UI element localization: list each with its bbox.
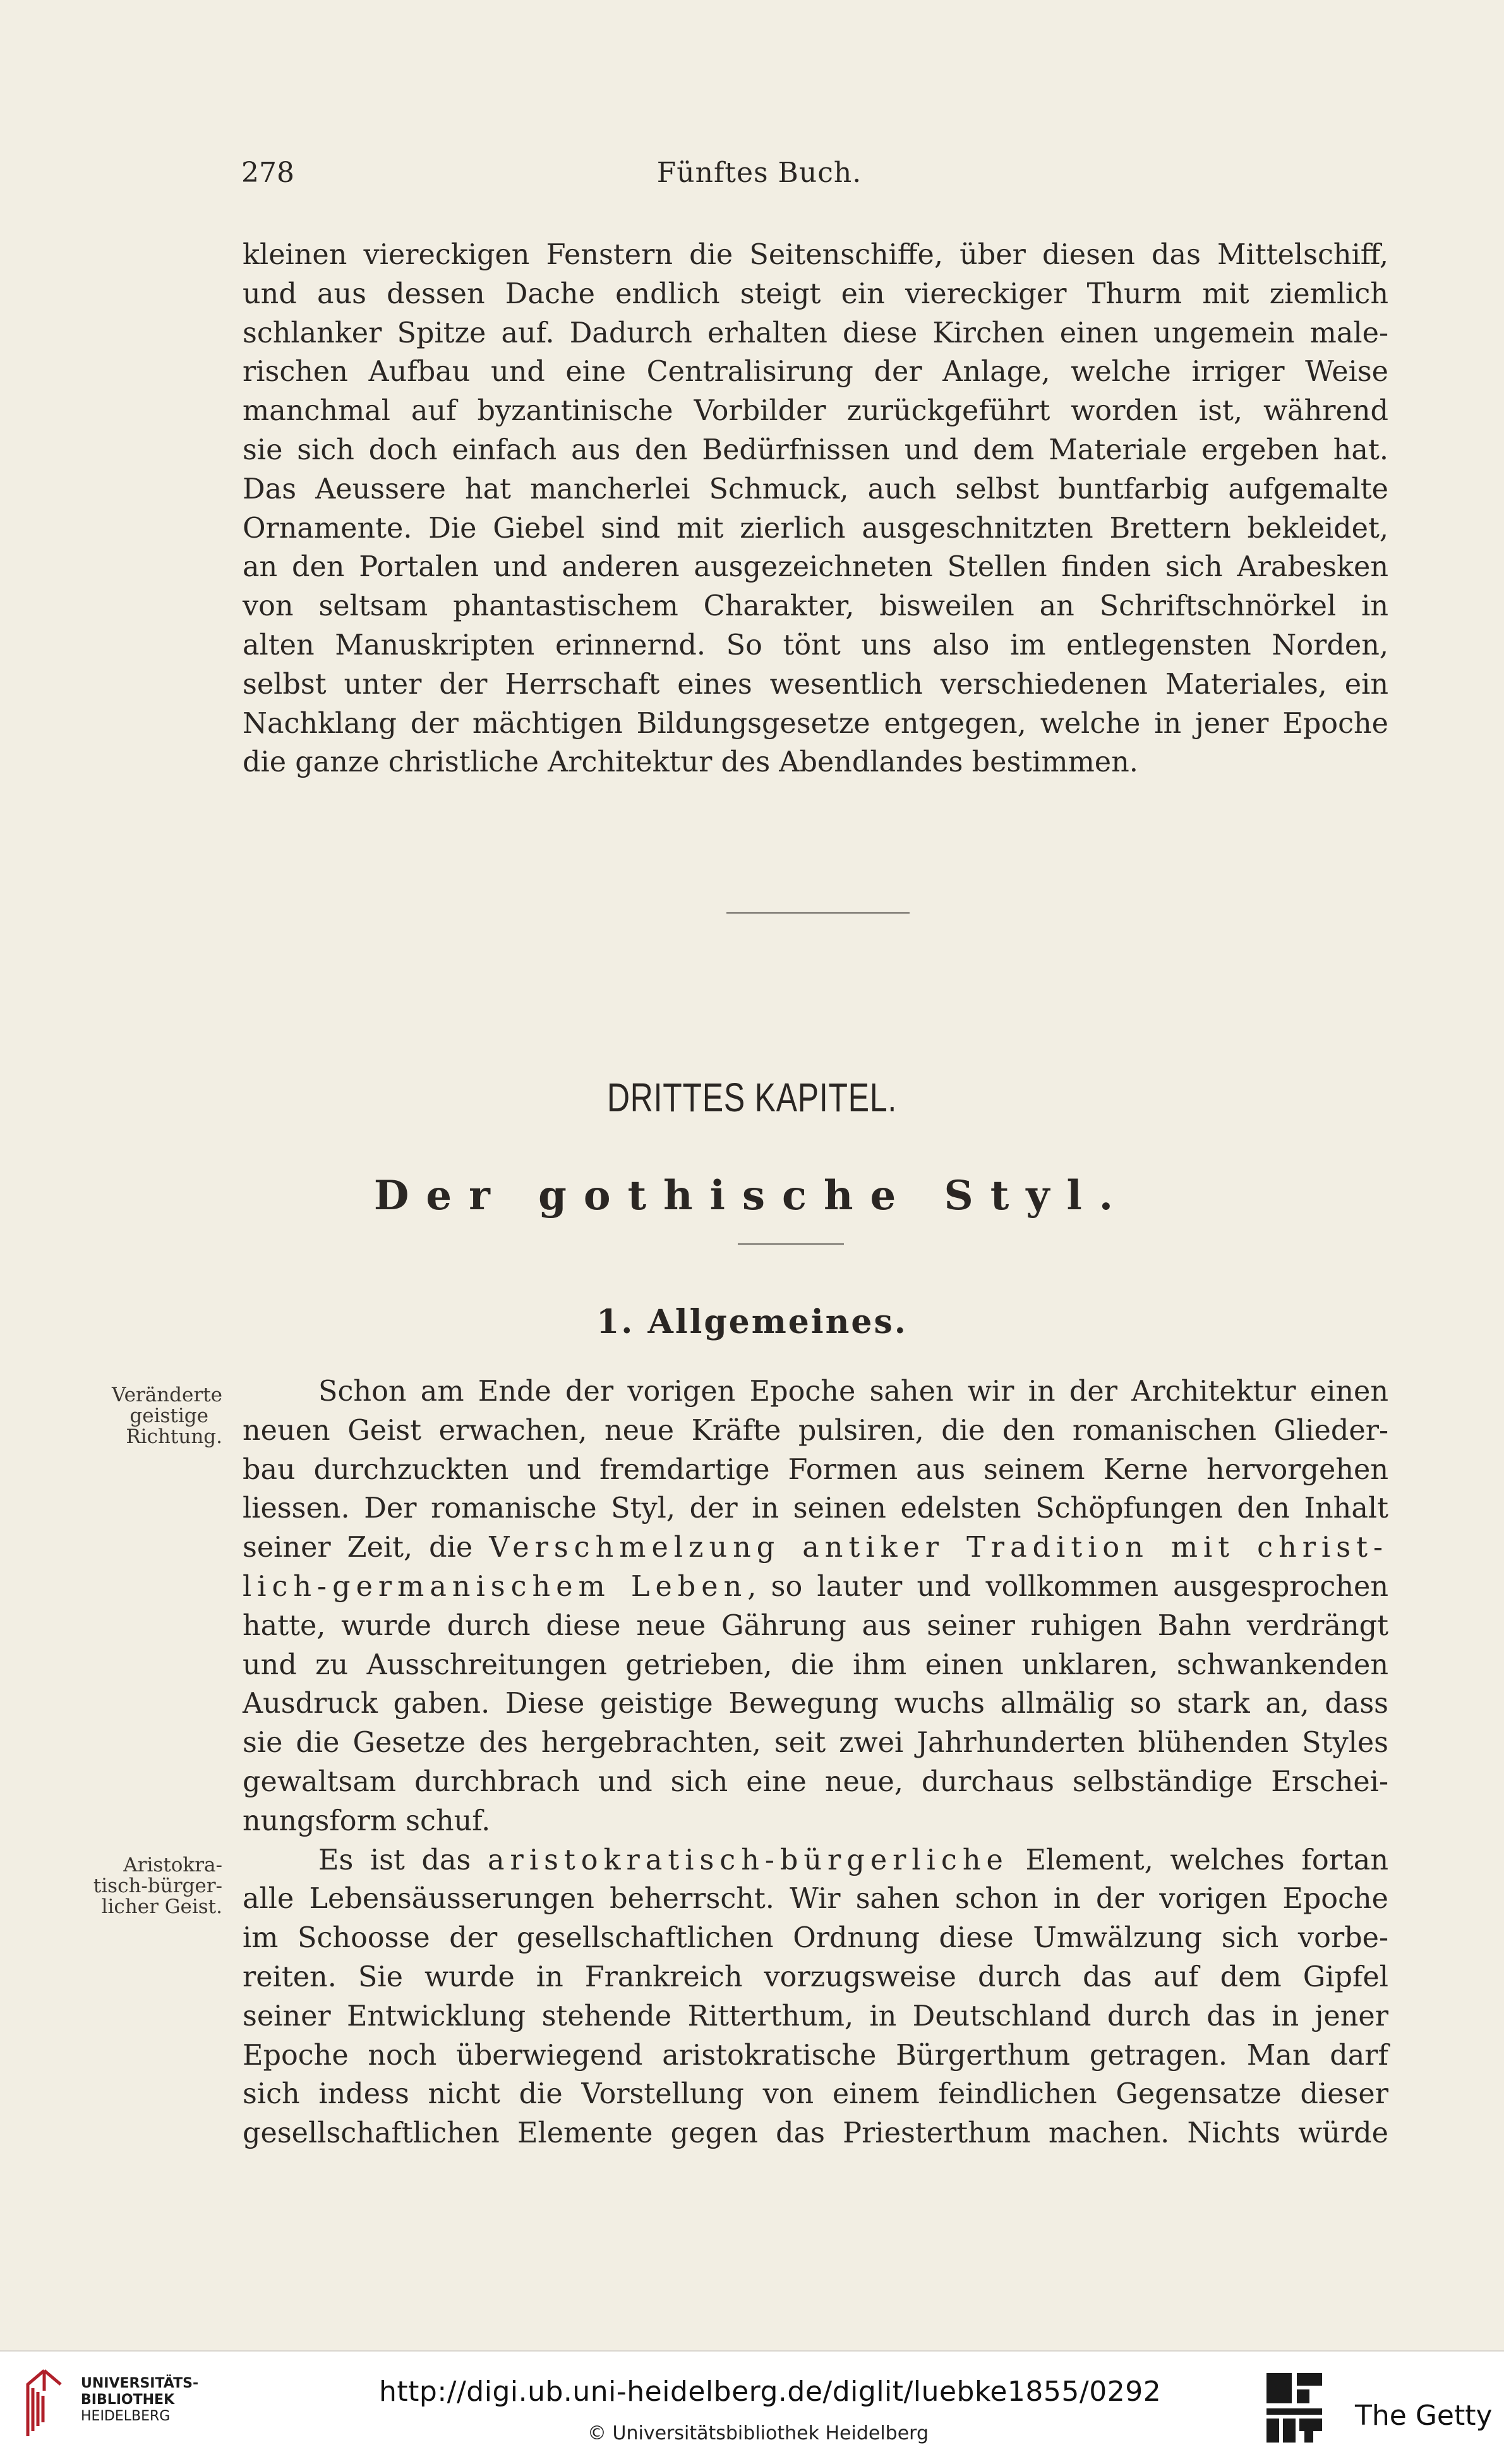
title-divider <box>738 1243 844 1245</box>
text-line: gesellschaftlichen Elemente gegen das Priesterthum machen. Nichts würde <box>243 2117 1388 2150</box>
text-line: von seltsam phantastischem Charakter, bisweilen an Schriftschnörkel in <box>243 590 1388 623</box>
margin-note-line: Veränderte <box>112 1384 222 1406</box>
running-title: Fünftes Buch. <box>656 157 862 189</box>
section-heading: 1. Allgemeines. <box>596 1303 908 1341</box>
text-line: und aus dessen Dache endlich steigt ein viereckiger Thurm mit ziemlich <box>243 277 1388 310</box>
margin-note-veraenderte-richtung <box>88 1385 222 1447</box>
text-line: manchmal auf byzantinische Vorbilder zurückgeführt worden ist, während <box>243 395 1388 428</box>
text-line: seiner Entwicklung stehende Ritterthum, in Deutschland durch das in jener <box>243 2000 1388 2032</box>
text-line <box>243 1567 1388 1607</box>
text-line: hatte, wurde durch diese neue Gährung aus seiner ruhigen Bahn verdrängt <box>243 1609 1388 1642</box>
text-line: kleinen viereckigen Fenstern die Seitenschiffe, über diesen das Mittelschiff, <box>243 239 1388 271</box>
section-divider <box>726 912 910 914</box>
chapter-title: DRITTES KAPITEL. <box>606 1075 898 1120</box>
paragraph-1 <box>243 236 1388 782</box>
text-line: nungsform schuf. <box>243 1804 491 1837</box>
text-line: an den Portalen und anderen ausgezeichneten Stellen finden sich Arabesken <box>243 551 1388 584</box>
text-line: Schon am Ende der vorigen Epoche sahen wir in der Architektur einen <box>318 1375 1388 1408</box>
page-header <box>241 157 1391 201</box>
page-number: 278 <box>241 157 294 189</box>
text-line <box>243 1528 1388 1567</box>
text-line: alten Manuskripten erinnernd. So tönt uns also im entlegensten Norden, <box>243 629 1388 661</box>
text-line: Das Aeussere hat mancherlei Schmuck, auch selbst buntfarbig aufgemalte <box>243 473 1388 505</box>
university-library-logo-icon <box>19 2365 69 2441</box>
emphasis-text: aristokratisch-bürgerliche <box>488 1844 1009 1876</box>
source-url-link[interactable]: http://digi.ub.uni-heidelberg.de/diglit/luebke1855/0292 <box>379 2376 1162 2408</box>
text-line: gewaltsam durchbrach und sich eine neue, durchaus selbständige Erschei- <box>243 1765 1388 1798</box>
paragraph-2 <box>243 1372 1388 2153</box>
text-run: Es ist das <box>318 1844 488 1876</box>
getty-logo-icon <box>1260 2368 1330 2447</box>
text-line: die ganze christliche Architektur des Abendlandes bestimmen. <box>243 746 1138 779</box>
margin-note-aristokratisch <box>76 1855 222 1917</box>
text-line: schlanker Spitze auf. Dadurch erhalten diese Kirchen einen ungemein male- <box>243 317 1388 349</box>
text-line: Epoche noch überwiegend aristokratische Bürgerthum getragen. Man darf <box>243 2039 1388 2072</box>
text-line: rischen Aufbau und eine Centralisirung der Anlage, welche irriger Weise <box>243 356 1388 389</box>
text-line: liessen. Der romanische Styl, der in seinen edelsten Schöpfungen den Inhalt <box>243 1492 1388 1525</box>
chapter-subtitle: Der gothische Styl. <box>373 1172 1131 1219</box>
library-name-line: BIBLIOTHEK <box>81 2392 175 2408</box>
margin-note-line: Richtung. <box>126 1425 222 1448</box>
margin-note-line: licher Geist. <box>101 1895 222 1918</box>
copyright-notice: © Universitätsbibliothek Heidelberg <box>587 2422 929 2444</box>
margin-note-line: geistige <box>129 1404 208 1427</box>
library-name <box>81 2376 198 2425</box>
text-line <box>243 1841 1388 1880</box>
text-run: Element, welches fortan <box>1008 1844 1388 1876</box>
text-line: Ornamente. Die Giebel sind mit zierlich ausgeschnitzten Brettern bekleidet, <box>243 512 1388 545</box>
text-run: seiner Zeit, die <box>243 1531 490 1564</box>
text-line: sich indess nicht die Vorstellung von einem feindlichen Gegensatze dieser <box>243 2078 1388 2111</box>
text-line: im Schoosse der gesellschaftlichen Ordnung diese Umwälzung sich vorbe- <box>243 1922 1388 1955</box>
emphasis-text: lich-germanischem Leben <box>243 1570 748 1603</box>
footer-bar <box>0 2350 1504 2464</box>
text-line: und zu Ausschreitungen getrieben, die ihm einen unklaren, schwankenden <box>243 1648 1388 1681</box>
text-line: Ausdruck gaben. Diese geistige Bewegung wuchs allmälig so stark an, dass <box>243 1688 1388 1720</box>
text-line: sie sich doch einfach aus den Bedürfnissen und dem Materiale ergeben hat. <box>243 433 1388 466</box>
text-line: neuen Geist erwachen, neue Kräfte pulsiren, die den romanischen Glieder- <box>243 1414 1388 1447</box>
text-line: Nachklang der mächtigen Bildungsgesetze entgegen, welche in jener Epoche <box>243 707 1388 740</box>
text-line: alle Lebensäusserungen beherrscht. Wir sahen schon in der vorigen Epoche <box>243 1883 1388 1916</box>
library-name-line: UNIVERSITÄTS- <box>81 2376 199 2391</box>
emphasis-text: Verschmelzung antiker Tradition mit christ- <box>489 1531 1388 1564</box>
margin-note-line: tisch-bürger- <box>93 1875 222 1897</box>
library-name-line: HEIDELBERG <box>81 2408 171 2424</box>
text-line: reiten. Sie wurde in Frankreich vorzugsweise durch das auf dem Gipfel <box>243 1960 1388 1993</box>
text-run: , so lauter und vollkommen ausgesprochen <box>747 1570 1388 1603</box>
text-line: selbst unter der Herrschaft eines wesentlich verschiedenen Materiales, ein <box>243 668 1388 701</box>
text-line: sie die Gesetze des hergebrachten, seit zwei Jahrhunderten blühenden Styles <box>243 1727 1388 1760</box>
margin-note-line: Aristokra- <box>123 1854 222 1876</box>
text-line: bau durchzuckten und fremdartige Formen aus seinem Kerne hervorgehen <box>243 1453 1388 1486</box>
partner-name: The Getty <box>1355 2400 1493 2432</box>
